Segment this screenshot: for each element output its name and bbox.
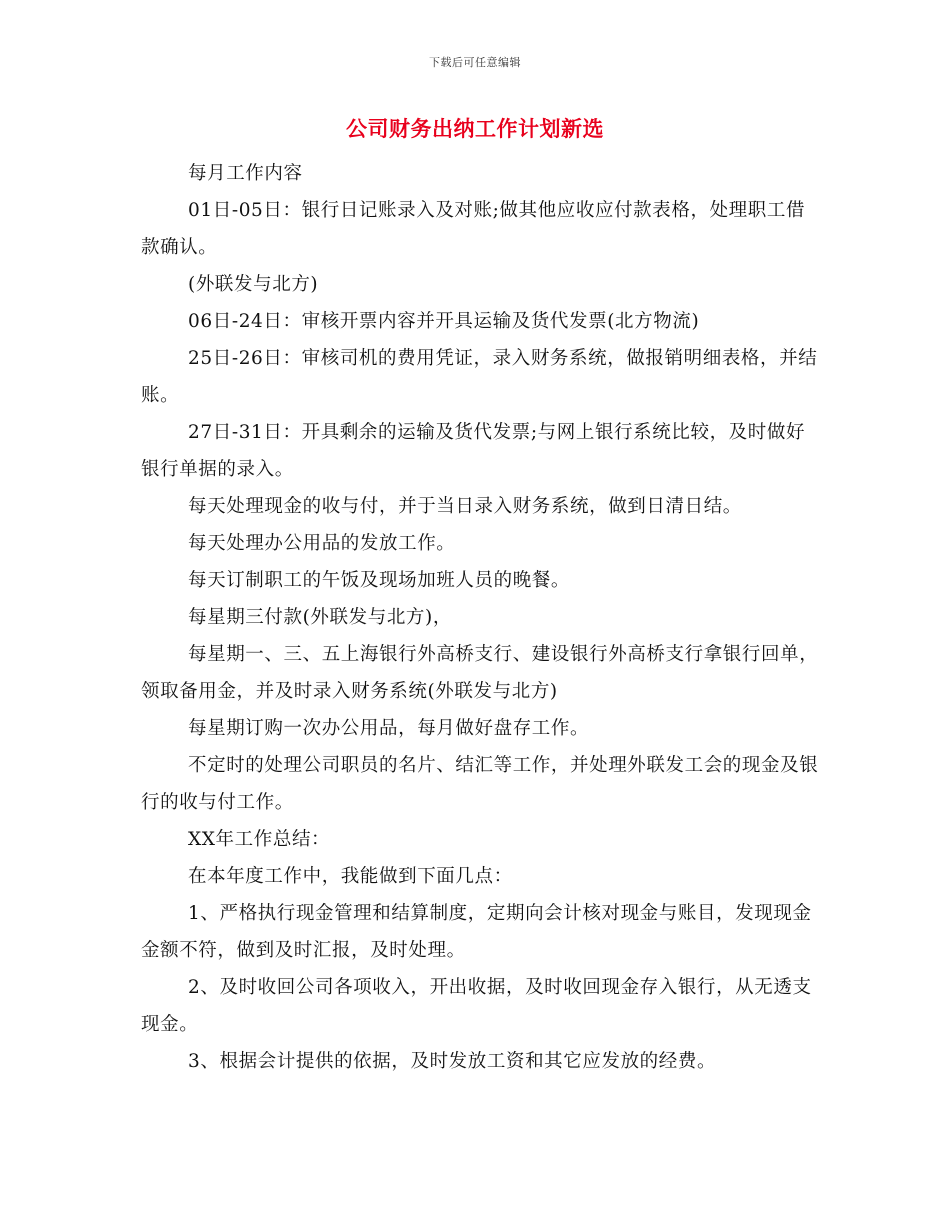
paragraph-weekly-purchase: 每星期订购一次办公用品，每月做好盘存工作。 xyxy=(188,718,590,739)
paragraph-days-27-31: 27日-31日：开具剩余的运输及货代发票;与网上银行系统比较，及时做好银行单据的录入。 xyxy=(141,422,806,480)
paragraph-bank-receipts: 每星期一、三、五上海银行外高桥支行、建设银行外高桥支行拿银行回单，领取备用金，并及时录入财务系统(外联发与北方) xyxy=(141,644,819,702)
paragraph-monthly-heading: 每月工作内容 xyxy=(188,163,303,184)
paragraph-days-06-24: 06日-24日：审核开票内容并开具运输及货代发票(北方物流) xyxy=(188,311,700,332)
paragraph-daily-cash: 每天处理现金的收与付，并于当日录入财务系统，做到日清日结。 xyxy=(188,496,742,517)
paragraph-days-25-26: 25日-26日：审核司机的费用凭证，录入财务系统，做报销明细表格，并结账。 xyxy=(141,348,818,406)
paragraph-point-1: 1、严格执行现金管理和结算制度，定期向会计核对现金与账目，发现现金金额不符，做到及时汇报，及时处理。 xyxy=(141,903,812,961)
paragraph-point-2: 2、及时收回公司各项收入，开出收据，及时收回现金存入银行，从无透支现金。 xyxy=(141,977,812,1035)
paragraph-daily-meals: 每天订制职工的午饭及现场加班人员的晚餐。 xyxy=(188,570,571,591)
paragraph-wednesday-payment: 每星期三付款(外联发与北方)， xyxy=(188,607,452,628)
paragraph-parties-note: (外联发与北方) xyxy=(188,274,319,295)
paragraph-days-01-05: 01日-05日：银行日记账录入及对账;做其他应收应付款表格，处理职工借款确认。 xyxy=(141,200,806,258)
header-note: 下载后可任意编辑 xyxy=(429,56,521,69)
paragraph-point-3: 3、根据会计提供的依据，及时发放工资和其它应发放的经费。 xyxy=(188,1051,717,1072)
paragraph-daily-supplies: 每天处理办公用品的发放工作。 xyxy=(188,533,456,554)
document-title: 公司财务出纳工作计划新选 xyxy=(346,117,604,141)
document-body xyxy=(141,155,821,1080)
paragraph-irregular-tasks: 不定时的处理公司职员的名片、结汇等工作，并处理外联发工会的现金及银行的收与付工作。 xyxy=(141,755,819,813)
paragraph-summary-heading: XX年工作总结： xyxy=(188,829,331,850)
paragraph-summary-intro: 在本年度工作中，我能做到下面几点： xyxy=(188,866,513,887)
